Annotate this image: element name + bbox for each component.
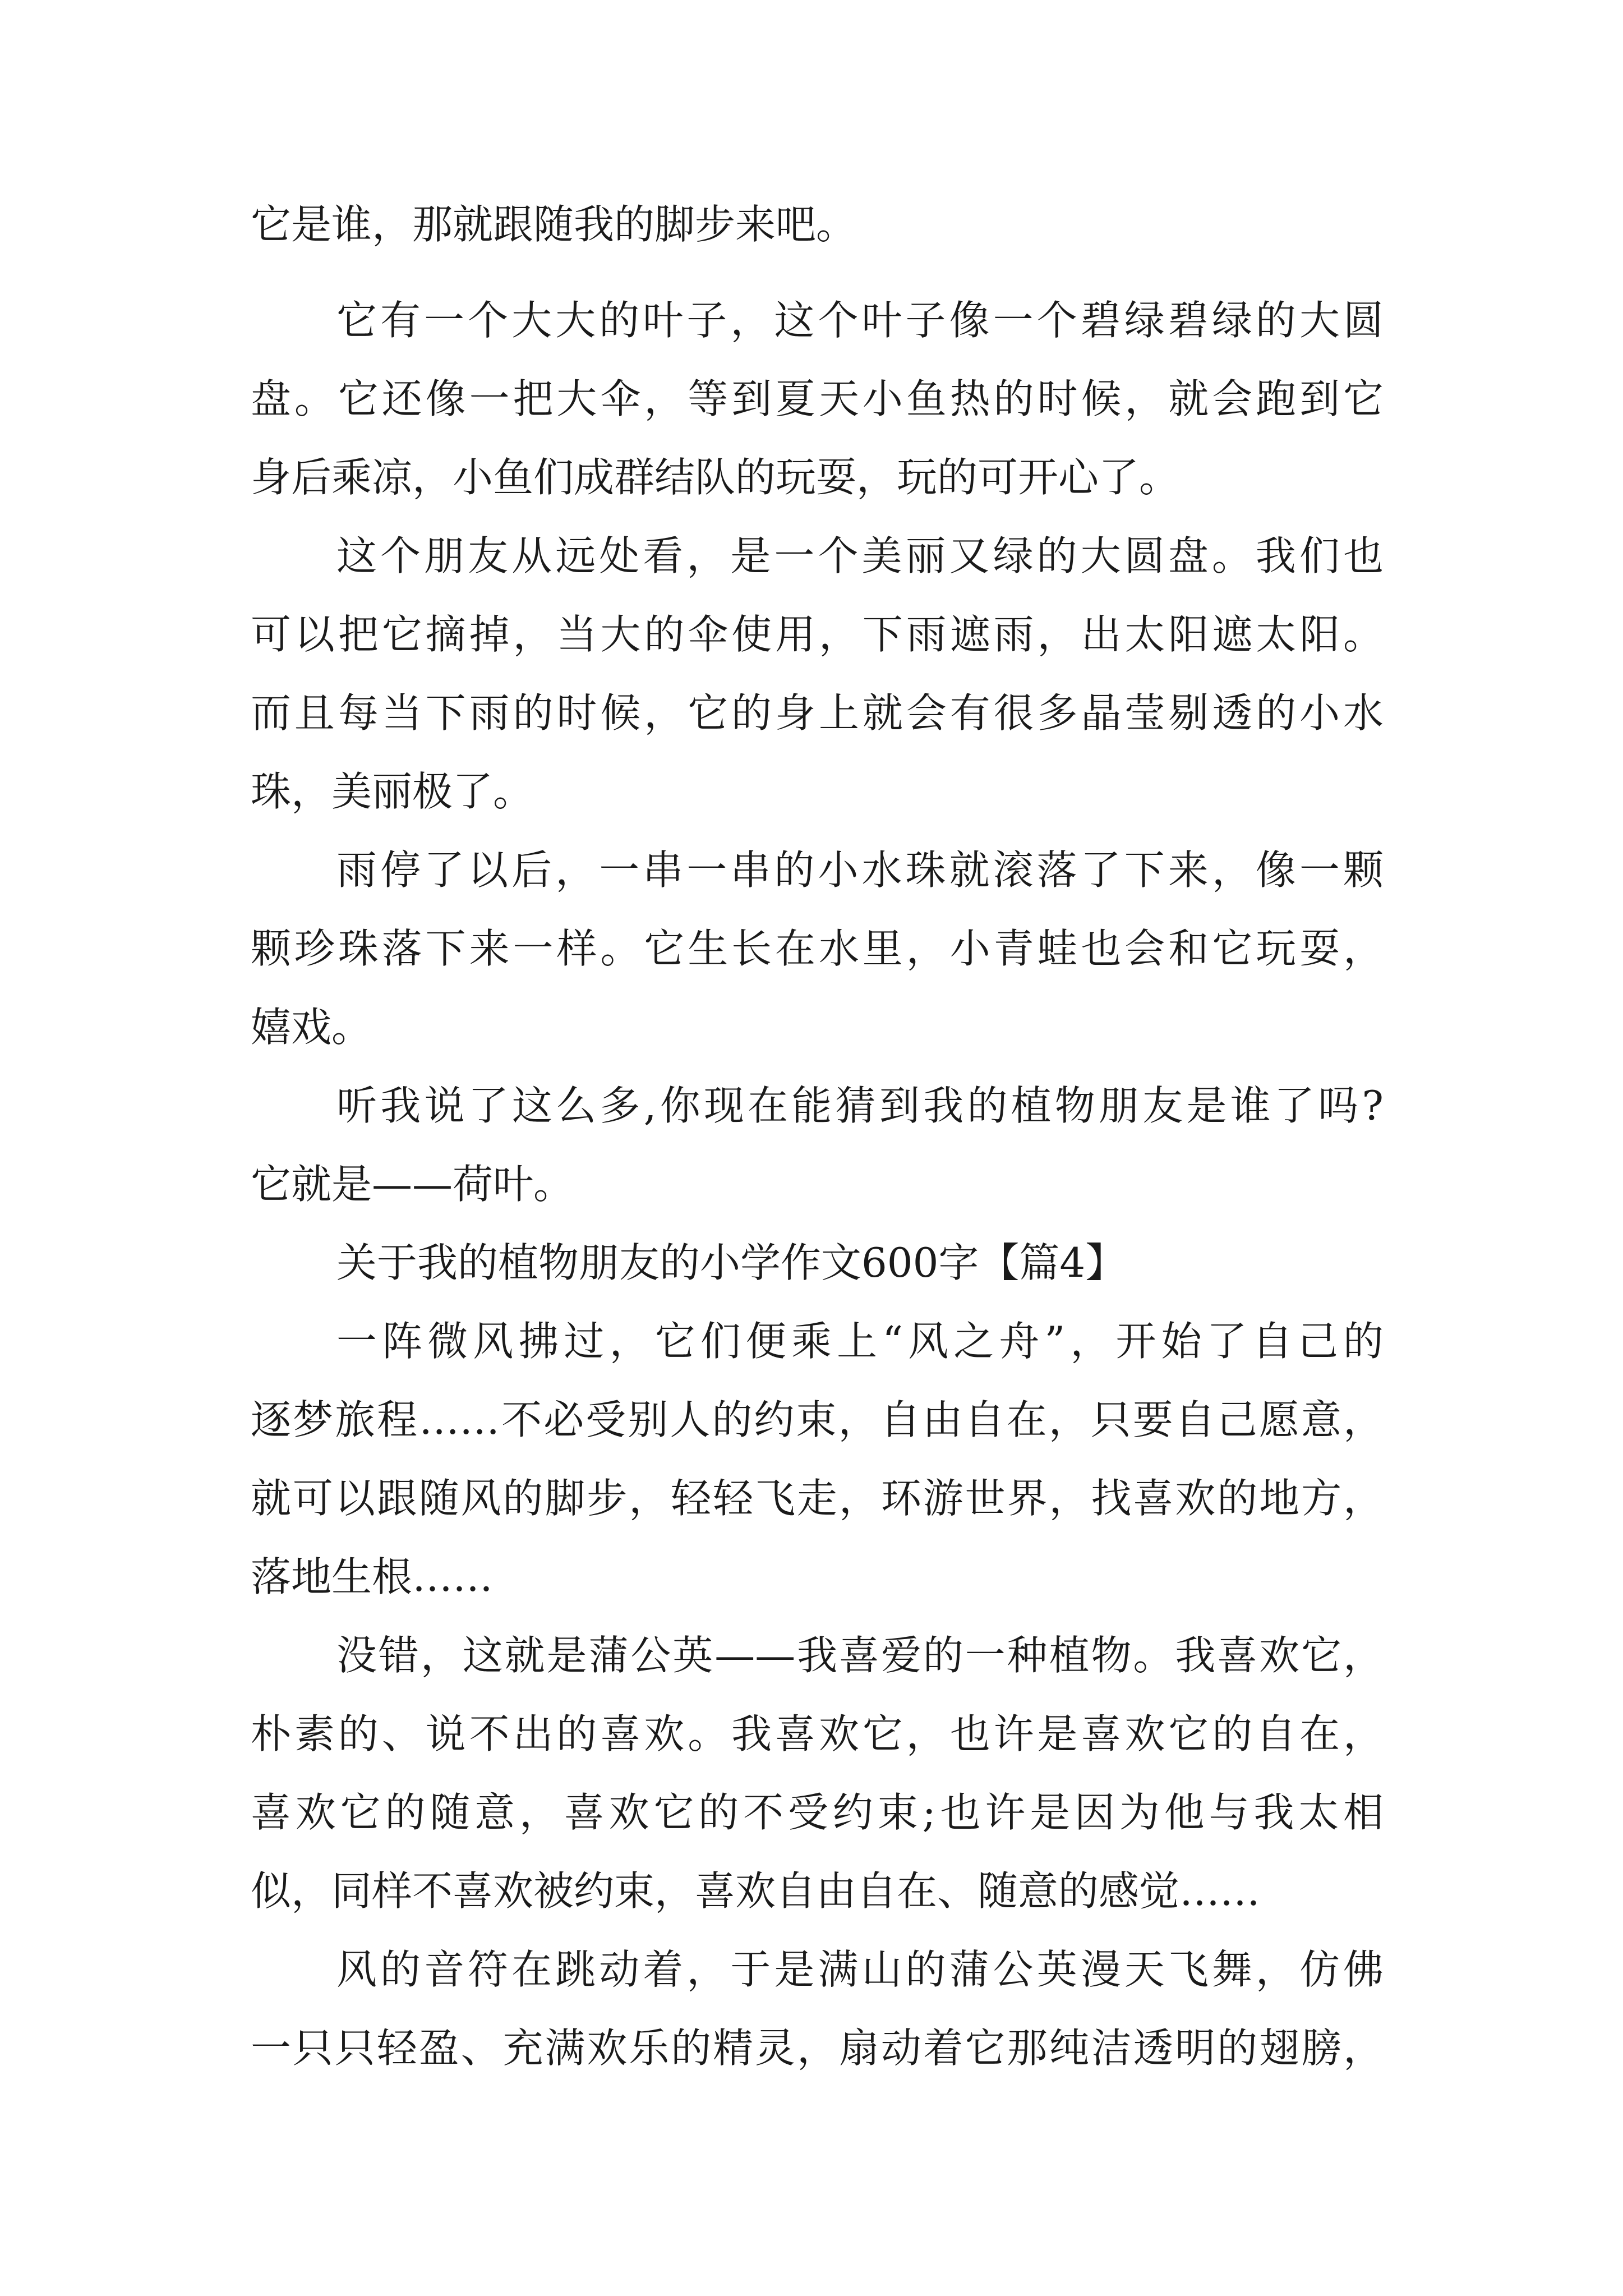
paragraph-first-line — [336, 1930, 1384, 2009]
paragraph-first-line — [336, 1066, 1384, 1145]
paragraph-line — [251, 988, 1384, 1066]
paragraph-line — [251, 185, 1384, 264]
line-text: 听我说了这么多,你现在能猜到我的植物朋友是谁了吗? — [336, 1082, 1384, 1129]
line-text: 似，同样不喜欢被约束，喜欢自由自在、随意的感觉…… — [251, 1867, 1261, 1915]
paragraph-line — [251, 1145, 1384, 1223]
line-text: 盘。它还像一把大伞，等到夏天小鱼热的时候，就会跑到它 — [251, 375, 1384, 422]
line-text: 没错，这就是蒲公英——我喜爱的一种植物。我喜欢它， — [336, 1632, 1384, 1679]
paragraph-first-line — [336, 517, 1384, 595]
line-text: 就可以跟随风的脚步，轻轻飞走，环游世界，找喜欢的地方， — [251, 1475, 1384, 1522]
line-text: 它是谁，那就跟随我的脚步来吧。 — [251, 201, 857, 248]
line-text: 一阵微风拂过，它们便乘上“风之舟”，开始了自己的 — [336, 1318, 1384, 1365]
paragraph-line — [251, 1695, 1384, 1773]
paragraph-line — [251, 595, 1384, 674]
line-text: 它有一个大大的叶子，这个叶子像一个碧绿碧绿的大圆 — [336, 297, 1384, 344]
paragraph-line — [251, 1459, 1384, 1538]
line-text: 颗珍珠落下来一样。它生长在水里，小青蛙也会和它玩耍， — [251, 925, 1384, 972]
paragraph-line — [251, 438, 1384, 517]
paragraph-line — [251, 2009, 1384, 2087]
line-text: 逐梦旅程……不必受别人的约束，自由自在，只要自己愿意， — [251, 1396, 1384, 1443]
line-text: 它就是——荷叶。 — [251, 1161, 574, 1208]
paragraph-line — [251, 1538, 1384, 1616]
line-text: 这个朋友从远处看，是一个美丽又绿的大圆盘。我们也 — [336, 532, 1384, 579]
paragraph-line — [251, 752, 1384, 831]
line-text: 可以把它摘掉，当大的伞使用，下雨遮雨，出太阳遮太阳。 — [251, 611, 1384, 658]
line-text: 而且每当下雨的时候，它的身上就会有很多晶莹剔透的小水 — [251, 689, 1384, 737]
line-text: 朴素的、说不出的喜欢。我喜欢它，也许是喜欢它的自在， — [251, 1710, 1384, 1757]
line-text: 嬉戏。 — [251, 1004, 372, 1051]
paragraph-line — [251, 360, 1384, 438]
paragraph-line — [251, 1381, 1384, 1459]
line-text: 珠，美丽极了。 — [251, 768, 534, 815]
paragraph-line — [251, 1852, 1384, 1930]
line-text: 风的音符在跳动着，于是满山的蒲公英漫天飞舞，仿佛 — [336, 1946, 1384, 1993]
paragraph-first-line — [336, 281, 1384, 360]
line-text: 雨停了以后，一串一串的小水珠就滚落了下来，像一颗 — [336, 846, 1384, 894]
heading-text: 关于我的植物朋友的小学作文600字【篇4】 — [336, 1239, 1126, 1286]
section-heading — [336, 1223, 1384, 1302]
line-text: 喜欢它的随意，喜欢它的不受约束;也许是因为他与我太相 — [251, 1789, 1384, 1836]
paragraph-first-line — [336, 1302, 1384, 1381]
paragraph-line — [251, 1773, 1384, 1852]
paragraph-first-line — [336, 1616, 1384, 1695]
line-text: 落地生根…… — [251, 1553, 494, 1600]
line-text: 一只只轻盈、充满欢乐的精灵，扇动着它那纯洁透明的翅膀， — [251, 2024, 1384, 2072]
paragraph-line — [251, 674, 1384, 752]
line-text: 身后乘凉，小鱼们成群结队的玩耍，玩的可开心了。 — [251, 454, 1180, 501]
paragraph-first-line — [336, 831, 1384, 909]
paragraph-line — [251, 909, 1384, 988]
